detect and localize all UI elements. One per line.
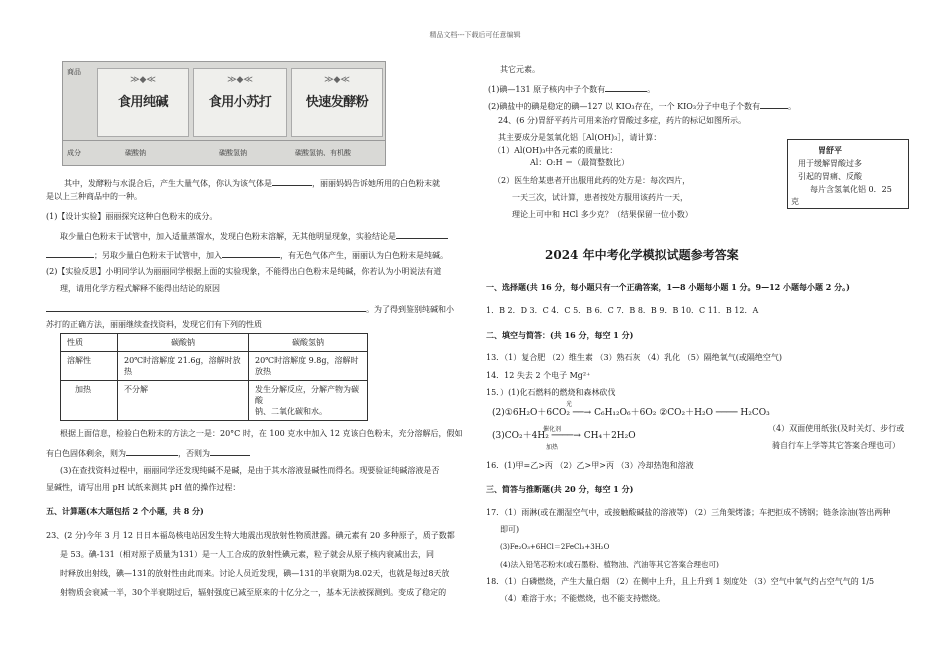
answer-line: 16．(1)甲=乙>丙 （2）乙>甲>丙 （3）冷却热饱和溶液 — [486, 461, 694, 470]
equation-1: (2)①6H₂O＋6CO₂ ──→ C₆H₁₂O₆＋6O₂ ②CO₂＋H₂O ──── H₂CO₃ — [492, 408, 770, 418]
package-name: 食用小苏打 — [208, 95, 272, 110]
text-line: 根据上面信息，检验白色粉末的方法之一是：20°C 时，在 100 克水中加入 12 克该白色粉末，充分溶解后，假如 — [60, 429, 463, 438]
section-heading: 五、计算题(本大题包括 2 个小题，共 8 分) — [46, 506, 204, 516]
answer-line: 18．（1）白磷燃烧，产生大量白烟 （2）在侧中上升，且上升到 1 刻度处 （3）空气中氧气约占空气气的 1/5 — [486, 577, 875, 586]
equation-2: (3)CO₂＋4H₂ ────→ CH₄＋2H₂O — [492, 431, 636, 441]
text-line: ；另取少量白色粉末于试管中，加入 ，有无色气体产生，丽丽认为白色粉末是纯碱。 — [46, 248, 448, 261]
table-header: 性质 — [61, 334, 118, 352]
table-cell: 不分解 — [118, 381, 249, 421]
text-line: Al：O:H ＝（最简整数比） — [530, 158, 630, 167]
photo-divider — [63, 140, 385, 141]
brand-wing-icon: ≫◆≪ — [324, 75, 350, 85]
answer-line: 17．（1）雨淋(或在潮湿空气中，或接触酸碱盐的溶液等) （2）三角架烤漆；车把拒成不锈钢；链条涂油(答出两种 — [486, 508, 891, 517]
text-line: 24、(6 分)胃舒平药片可用来治疗胃酸过多症，药片的标记如图所示。 — [498, 116, 747, 125]
answer-line: 即可) — [500, 525, 520, 534]
text-line: 理论上可中和 HCl 多少克？（结果保留一位小数） — [512, 210, 693, 219]
text-line: 23、(2 分)今年 3 月 12 日日本福岛核电站因发生特大地震出现放射性物质泄露。碘元素有 20 多种原子，质子数都 — [46, 531, 455, 540]
text-line: 显碱性，请写出用 pH 试纸来测其 pH 值的操作过程： — [46, 483, 241, 492]
component-3: 碳酸氢钠、有机酸 — [295, 149, 351, 157]
row-label-product: 商品 — [67, 68, 81, 76]
section-heading: 三、简答与推断题(共 20 分，每空 1 分) — [486, 484, 634, 494]
product-photo — [62, 61, 386, 166]
section-heading: 一、选择题(共 16 分，每小题只有一个正确答案，1—8 小题每小题 1 分。9—12 小题每小题 2 分。) — [486, 282, 850, 292]
box-line: 引起的胃痛、反酸 — [798, 172, 862, 181]
text-line: （1）Al(OH)₃中各元素的质量比： — [493, 146, 618, 155]
box-line: 克 — [791, 197, 799, 206]
text-line: 其它元素。 — [500, 65, 540, 74]
text-line: 苏打的正确方法，丽丽继续查找资料，发现它们有下列的性质 — [46, 320, 262, 329]
text-line: 其中，发酵粉与水混合后，产生大量气体，你认为该气体是 ，丽丽妈妈告诉她所用的白色粉末就 — [64, 176, 440, 189]
medicine-label-box — [787, 139, 909, 209]
text-line: (1)碘—131 原子核内中子个数有 。 — [488, 82, 655, 95]
text-line: 时释放出射线，碘—131的放射性由此而来。讨论人员近发现，碘—131的半衰期为8.02天，也就是每过8天放 — [60, 569, 450, 578]
text-line: 是以上三种商品中的一种。 — [46, 192, 142, 201]
text-line: 射物质会衰减一半，30个半衰期过后，辐射强度已减至原来的十亿分之一，基本无法被探测到。变成了稳定的 — [60, 588, 447, 597]
answer-title: 2024 年中考化学模拟试题参考答案 — [545, 248, 739, 262]
equation-condition: 催化剂 — [543, 426, 562, 433]
answer-line: (3)Fe₂O₃+6HCl＝2FeCl₃+3H₂O — [500, 543, 610, 551]
text-line: (3)在查找资料过程中，丽丽同学还发现纯碱不是碱，是由于其水溶液显碱性而得名。现要验证纯碱溶液是否 — [60, 466, 440, 475]
text-line: 取少量白色粉末于试管中，加入适量蒸馏水，发现白色粉末溶解，无其他明显现象，实验结论是 — [60, 229, 448, 242]
component-1: 碳酸钠 — [125, 149, 146, 157]
row-label-component: 成分 — [67, 149, 81, 157]
brand-wing-icon: ≫◆≪ — [227, 75, 253, 85]
answer-line: 13．（1）复合肥 （2）维生素 （3）熟石灰 （4）乳化 （5）隔绝氧气(或隔绝空气) — [486, 353, 783, 362]
section-heading: 二、填空与简答：(共 16 分，每空 1 分) — [486, 330, 634, 340]
answer-line: 1．B 2．D 3．C 4．C 5．B 6．C 7．B 8．B 9．B 10．C 11．B 12．A — [486, 306, 759, 315]
text-line: 其主要成分是氢氧化铝［Al(OH)₃］，请计算： — [498, 133, 662, 142]
text-line: 是 53。碘-131（相对原子质量为131）是一人工合成的放射性碘元素，粒子就会从原子核内衰减出去，同 — [60, 550, 434, 559]
table-cell: 20℃时溶解度 21.6g，溶解时放 热 — [118, 352, 249, 381]
package-soda — [97, 68, 189, 137]
table-cell: 发生分解反应，分解产物为碳酸 钠、二氧化碳和水。 — [249, 381, 368, 421]
answer-line: 骑自行车上学等其它答案合理也可） — [772, 441, 900, 450]
text-line: （2）医生给某患者开出服用此药的处方是：每次四片， — [493, 176, 691, 185]
table-header: 碳酸氢钠 — [249, 334, 368, 352]
box-title: 胃舒平 — [818, 145, 842, 155]
property-table — [60, 333, 368, 421]
text-line: 。为了得到鉴别纯碱和小 — [46, 302, 454, 315]
box-line: 每片含氢氧化铝 0．25 — [810, 185, 892, 194]
box-line: 用于缓解胃酸过多 — [798, 159, 862, 168]
text-line: (1)【设计实验】丽丽探究这种白色粉末的成分。 — [46, 212, 218, 221]
package-baking-soda — [193, 68, 287, 137]
text-line: (2)【实验反思】小明同学认为丽丽同学根据上面的实验现象，不能得出白色粉末是纯碱，你若认为小明说法有道 — [46, 267, 442, 276]
package-baking-powder — [291, 68, 383, 137]
answer-line: 14．12 失去 2 个电子 Mg²⁺ — [486, 371, 591, 380]
answer-line: （4）难溶于水；不能燃烧，也不能支持燃烧。 — [500, 594, 666, 603]
text-line: 理，请用化学方程式解释不能得出结论的原因 — [60, 284, 220, 293]
page-header: 精品文档---下载后可任意编辑 — [429, 31, 521, 39]
table-header: 碳酸钠 — [118, 334, 249, 352]
answer-line: 15．）(1)化石燃料的燃烧和森林砍伐 — [486, 388, 616, 397]
text-line: 一天三次，试计算，患者按处方服用该药片一天， — [512, 193, 688, 202]
package-name: 快速发酵粉 — [305, 95, 369, 110]
text-line: (2)碘盐中的碘是稳定的碘—127 以 KIO₃存在，一个 KIO₃分子中电子个数有 。 — [488, 99, 796, 112]
table-cell: 加热 — [61, 381, 118, 421]
table-cell: 20℃时溶解度 9.8g，溶解时放热 — [249, 352, 368, 381]
text-line: 有白色固体剩余，则为 ，否则为 — [46, 446, 250, 459]
equation-condition: 加热 — [546, 444, 559, 451]
package-name: 食用纯碱 — [117, 95, 168, 110]
answer-line: （4）双面使用纸张(及时关灯、步行或 — [768, 424, 905, 433]
answer-line: (4)法入铅笔芯粉末(或石墨粉、植物油、汽油等其它答案合理也可) — [500, 560, 719, 569]
brand-wing-icon: ≫◆≪ — [130, 75, 156, 85]
component-2: 碳酸氢钠 — [219, 149, 247, 157]
equation-condition: 光 — [566, 401, 573, 408]
table-cell: 溶解性 — [61, 352, 118, 381]
